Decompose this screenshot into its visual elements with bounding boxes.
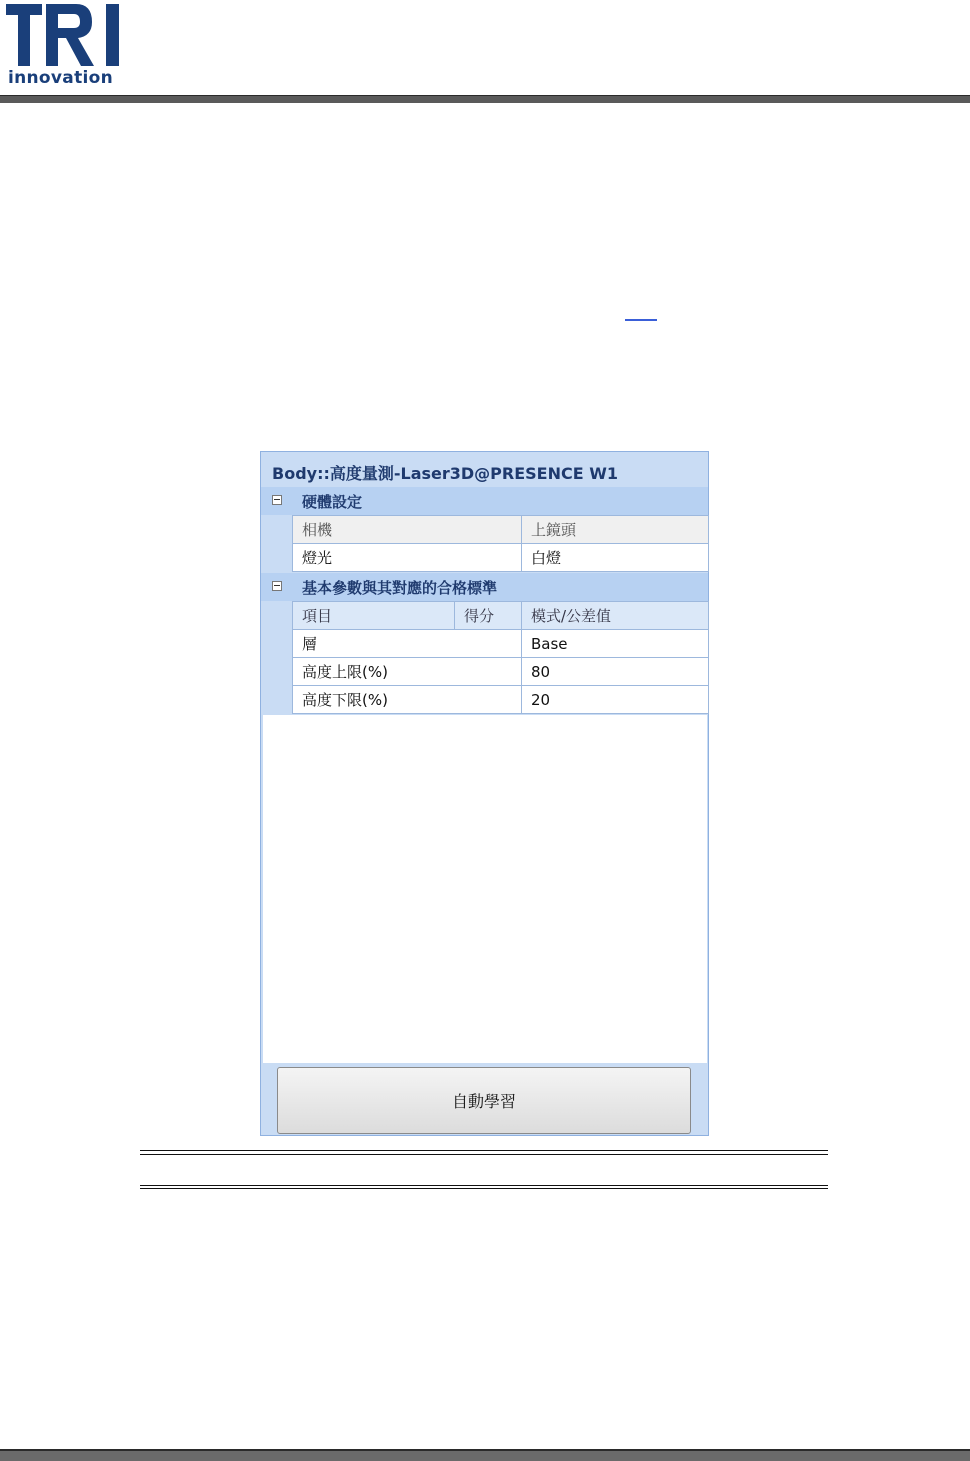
property-name: 高度下限(%) <box>293 686 522 714</box>
tri-logo-mark <box>6 2 122 68</box>
column-header-tolerance: 模式/公差值 <box>522 602 709 630</box>
property-name: 高度上限(%) <box>293 658 522 686</box>
property-value[interactable]: 80 <box>522 658 709 686</box>
property-value[interactable]: Base <box>522 630 709 658</box>
property-name: 相機 <box>293 516 522 544</box>
logo-wordmark: innovation <box>8 68 113 88</box>
section-title: 硬體設定 <box>302 493 363 511</box>
basic-parameters-table <box>292 601 709 714</box>
property-value[interactable]: 白燈 <box>522 544 709 572</box>
footer-divider <box>0 1449 970 1461</box>
property-name: 燈光 <box>293 544 522 572</box>
table-row[interactable] <box>293 630 709 658</box>
column-header-item: 項目 <box>293 602 455 630</box>
table-row[interactable] <box>293 658 709 686</box>
section-title: 基本參數與其對應的合格標準 <box>302 579 498 597</box>
section-hardware-settings[interactable] <box>261 487 708 515</box>
table-bottom-rule <box>140 1185 828 1186</box>
hardware-settings-table <box>292 515 709 572</box>
auto-learn-button[interactable]: 自動學習 <box>277 1067 691 1134</box>
header-divider <box>0 95 970 103</box>
table-row[interactable] <box>293 686 709 714</box>
table-header-row <box>293 602 709 630</box>
inspection-settings-panel <box>260 451 709 1136</box>
company-logo <box>6 2 124 92</box>
empty-property-area <box>263 715 707 1063</box>
property-value[interactable]: 上鏡頭 <box>522 516 709 544</box>
table-top-rule <box>140 1154 828 1155</box>
panel-title: Body::高度量測-Laser3D@PRESENCE W1 <box>272 464 619 483</box>
collapse-icon[interactable] <box>272 581 282 591</box>
column-header-score: 得分 <box>455 602 522 630</box>
table-bottom-rule <box>140 1188 828 1189</box>
section-basic-parameters[interactable] <box>261 573 708 601</box>
property-name: 層 <box>293 630 522 658</box>
table-row[interactable] <box>293 544 709 572</box>
collapse-icon[interactable] <box>272 495 282 505</box>
property-value[interactable]: 20 <box>522 686 709 714</box>
table-row[interactable] <box>293 516 709 544</box>
table-top-rule <box>140 1150 828 1151</box>
hyperlink-underline[interactable] <box>625 319 657 321</box>
